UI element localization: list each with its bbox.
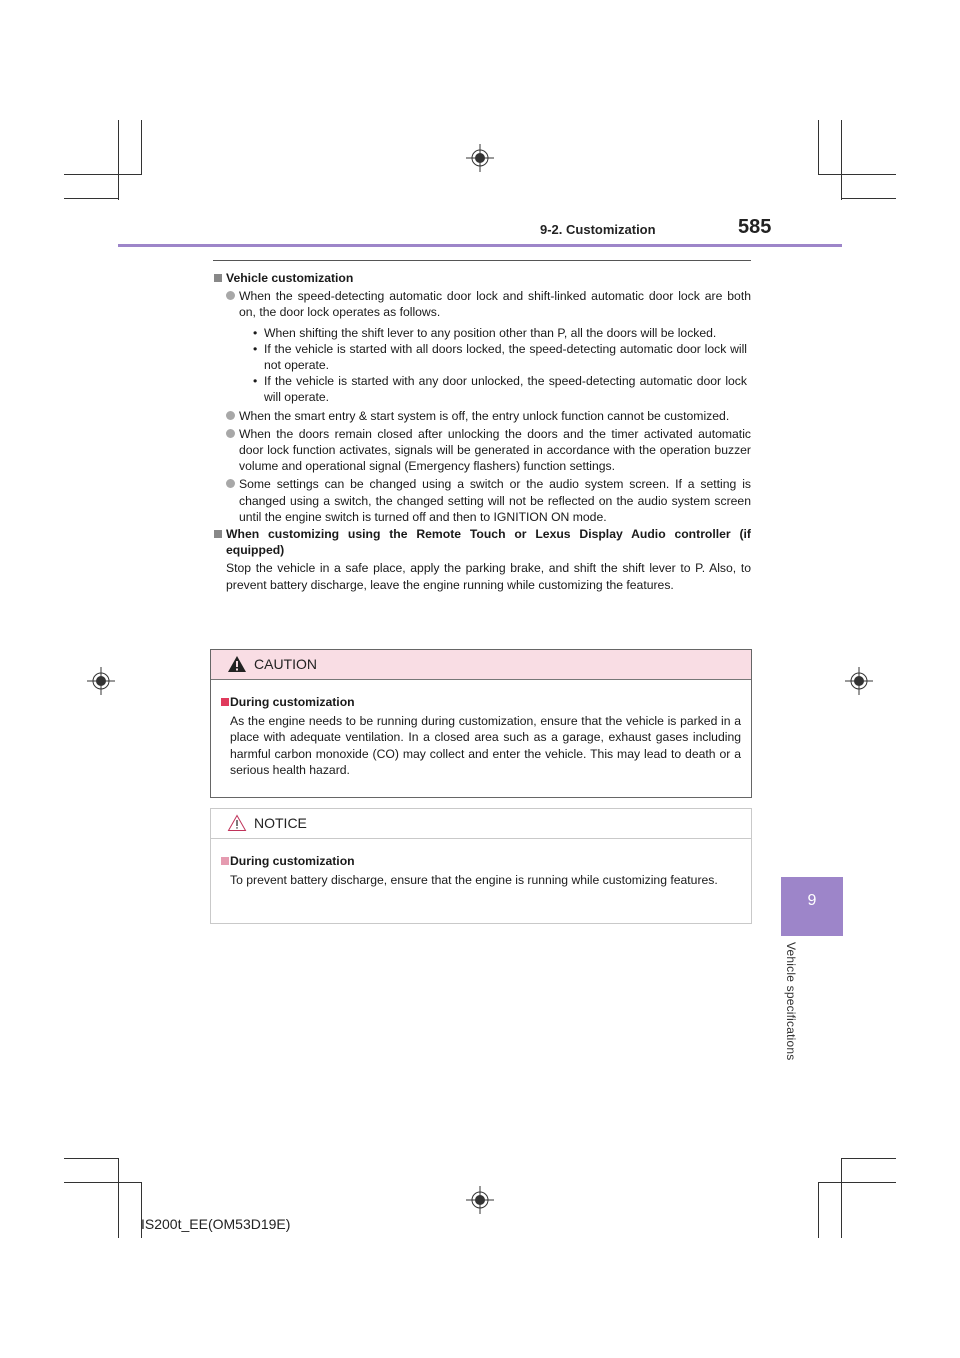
crop-mark	[118, 1158, 119, 1238]
crop-mark	[64, 198, 119, 199]
crop-mark	[64, 1182, 142, 1183]
document-code: IS200t_EE(OM53D19E)	[141, 1216, 291, 1232]
chapter-tab-label: Vehicle specifications	[784, 942, 798, 1061]
crop-mark	[118, 120, 119, 200]
list-item: When the speed-detecting automatic door lock and shift-linked automatic door lock are both on, the door lock operates as follows.	[213, 288, 751, 320]
registration-mark-icon	[466, 1186, 494, 1214]
crop-mark	[818, 174, 896, 175]
list-item: Some settings can be changed using a switch or the audio system screen. If a setting is changed using a switch, the changed setting will not be reflected on the audio system screen until the engine switch is turned off and then to IGNITION ON mode.	[213, 476, 751, 525]
sub-list-item: • If the vehicle is started with all doors locked, the speed-detecting automatic door lock will not operate.	[213, 341, 751, 373]
header-divider	[118, 244, 842, 247]
registration-mark-icon	[466, 144, 494, 172]
notice-heading: During customization	[221, 853, 741, 869]
crop-mark	[141, 120, 142, 174]
registration-mark-icon	[87, 667, 115, 695]
crop-mark	[841, 120, 842, 200]
crop-mark	[841, 198, 896, 199]
caution-text: As the engine needs to be running during customization, ensure that the vehicle is parked in a place with adequate ventilation. In a closed area such as a garage, exhaust gases including harmful carbon monoxide (CO) may collect and enter the vehicle. This may lead to death or a serious health hazard.	[230, 714, 741, 777]
notice-label: NOTICE	[254, 815, 307, 831]
chapter-tab-number: 9	[807, 892, 817, 909]
caution-label: CAUTION	[254, 656, 317, 672]
notice-header	[211, 809, 751, 839]
list-item: When the smart entry & start system is off, the entry unlock function cannot be customized.	[213, 408, 751, 424]
crop-mark	[64, 1158, 119, 1159]
sub-list-item: • When shifting the shift lever to any position other than P, all the doors will be locked.	[213, 325, 751, 341]
crop-mark	[841, 1158, 842, 1238]
crop-mark	[818, 1182, 896, 1183]
crop-mark	[818, 120, 819, 174]
caution-heading: During customization	[221, 694, 741, 710]
heading-remote-touch: When customizing using the Remote Touch or Lexus Display Audio controller (if equipped)	[213, 526, 751, 558]
crop-mark	[818, 1182, 819, 1238]
section-title: 9-2. Customization	[540, 222, 656, 237]
page-number: 585	[738, 216, 772, 238]
sub-list-item: • If the vehicle is started with any door unlocked, the speed-detecting automatic door lock will operate.	[213, 373, 751, 405]
registration-mark-icon	[845, 667, 873, 695]
remote-touch-text: Stop the vehicle in a safe place, apply the parking brake, and shift the shift lever to P. Also, to prevent battery discharge, leave the engine running while customizing the features.	[226, 561, 751, 592]
notice-body	[211, 839, 751, 888]
notice-text: To prevent battery discharge, ensure that the engine is running while customizing features.	[230, 873, 718, 888]
caution-box	[210, 649, 752, 798]
list-item: When the doors remain closed after unlocking the doors and the timer activated automatic door lock function activates, signals will be generated in accordance with the operation buzzer volume and operational signal (Emergency flashers) function settings.	[213, 426, 751, 475]
caution-body	[211, 680, 751, 778]
main-content	[213, 269, 751, 593]
crop-mark	[64, 174, 142, 175]
notice-box	[210, 808, 752, 924]
warning-triangle-icon	[227, 655, 247, 673]
heading-vehicle-customization: Vehicle customization	[213, 270, 751, 286]
caution-header	[211, 650, 751, 680]
notice-triangle-icon	[227, 814, 247, 832]
content-top-rule	[213, 260, 751, 261]
crop-mark	[841, 1158, 896, 1159]
